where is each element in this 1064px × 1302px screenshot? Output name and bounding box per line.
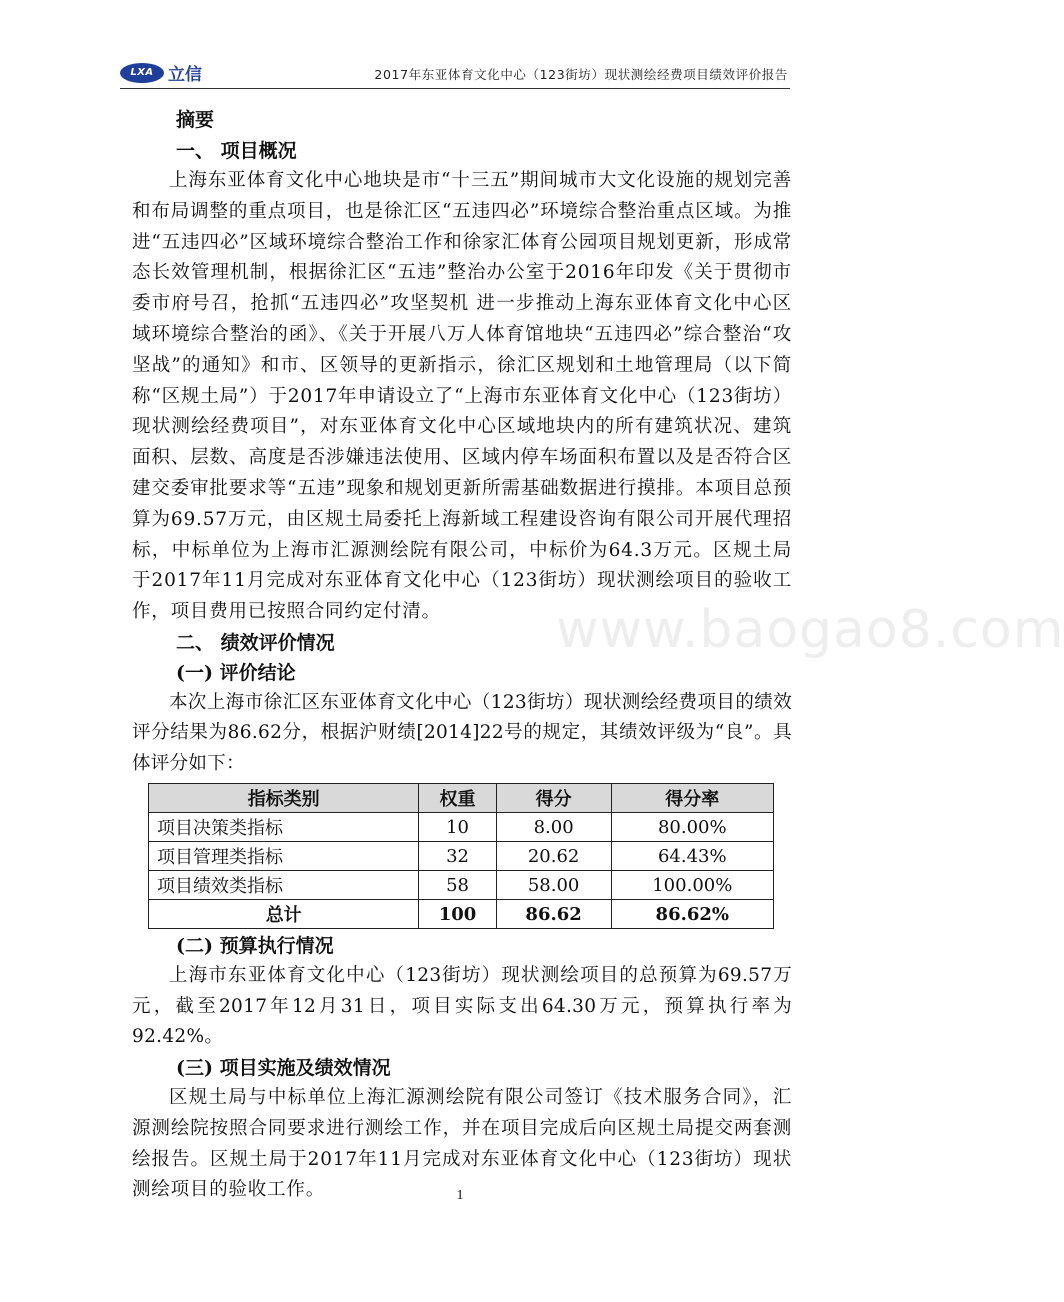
header-category: 指标类别	[149, 784, 419, 813]
logo-text: 立信	[168, 65, 202, 85]
subsection-1-title: (一) 评价结论	[176, 661, 296, 684]
table-header-row	[149, 784, 774, 813]
cell-score: 8.00	[496, 813, 611, 842]
score-table	[148, 783, 774, 929]
subsection-2-title: (二) 预算执行情况	[176, 935, 334, 958]
section-1-paragraph: 上海东亚体育文化中心地块是市“十三五”期间城市大文化设施的规划完善和布局调整的重点项目，也是徐汇区“五违四必”环境综合整治重点区域。为推进“五违四必”区域环境综合整治工作和徐家汇体育公园项目规划更新，形成常态长效管理机制，根据徐汇区“五违”整治办公室于2016年印发《关于贯彻市委市府号召，抢抓“五违四必”攻坚契机 进一步推动上海东亚体育文化中心区域环境综合整治的函》、《关于开展八万人体育馆地块“五违四必”综合整治“攻坚战”的通知》和市、区领导的更新指示，徐汇区规划和土地管理局（以下简称“区规土局”）于2017年申请设立了“上海市东亚体育文化中心（123街坊）现状测绘经费项目”，对东亚体育文化中心区域地块内的所有建筑状况、建筑面积、层数、高度是否涉嫌违法使用、区域内停车场面积布置以及是否符合区建交委审批要求等“五违”现象和规划更新所需基础数据进行摸排。本项目总预算为69.57万元，由区规土局委托上海新域工程建设咨询有限公司开展代理招标，中标单位为上海市汇源测绘院有限公司，中标价为64.3万元。区规土局于2017年11月完成对东亚体育文化中心（123街坊）现状测绘项目的验收工作，项目费用已按照合同约定付清。	[132, 170, 792, 623]
total-score: 86.62	[496, 900, 611, 929]
table-row	[149, 813, 774, 842]
page-number: 1	[456, 1188, 464, 1203]
cell-category: 项目决策类指标	[149, 813, 419, 842]
abstract-title: 摘要	[176, 109, 215, 131]
company-logo	[120, 60, 202, 85]
header-weight: 权重	[419, 784, 496, 813]
header-rate: 得分率	[611, 784, 773, 813]
subsection-3-title: (三) 项目实施及绩效情况	[176, 1056, 391, 1079]
watermark: www.baogao8.com	[556, 600, 1064, 660]
report-title: 2017年东亚体育文化中心（123街坊）现状测绘经费项目绩效评价报告	[374, 67, 788, 82]
cell-weight: 10	[419, 813, 496, 842]
cell-score: 20.62	[496, 842, 611, 871]
table-total-row	[149, 900, 774, 929]
subsection-2-paragraph: 上海市东亚体育文化中心（123街坊）现状测绘项目的总预算为69.57万元，截至2017年12月31日，项目实际支出64.30万元，预算执行率为92.42%。	[132, 965, 792, 1048]
table-row	[149, 871, 774, 900]
cell-rate: 64.43%	[611, 842, 773, 871]
cell-weight: 58	[419, 871, 496, 900]
total-label: 总计	[149, 900, 419, 929]
section-1-title: 一、 项目概况	[176, 140, 297, 162]
cell-category: 项目管理类指标	[149, 842, 419, 871]
total-rate: 86.62%	[611, 900, 773, 929]
subsection-1-paragraph: 本次上海市徐汇区东亚体育文化中心（123街坊）现状测绘经费项目的绩效评分结果为86.62分，根据沪财绩[2014]22号的规定，其绩效评级为“良”。具体评分如下：	[132, 691, 792, 774]
header-score: 得分	[496, 784, 611, 813]
cell-category: 项目绩效类指标	[149, 871, 419, 900]
total-weight: 100	[419, 900, 496, 929]
page-header	[120, 56, 790, 89]
cell-weight: 32	[419, 842, 496, 871]
section-2-title: 二、 绩效评价情况	[176, 631, 335, 654]
cell-rate: 80.00%	[611, 813, 773, 842]
cell-rate: 100.00%	[611, 871, 773, 900]
document-body	[132, 100, 792, 1206]
logo-mark: LXA	[120, 63, 164, 83]
table-row	[149, 842, 774, 871]
subsection-3-paragraph: 区规土局与中标单位上海汇源测绘院有限公司签订《技术服务合同》，汇源测绘院按照合同要求进行测绘工作，并在项目完成后向区规土局提交两套测绘报告。区规土局于2017年11月完成对东亚体育文化中心（123街坊）现状测绘项目的验收工作。	[132, 1086, 792, 1201]
cell-score: 58.00	[496, 871, 611, 900]
